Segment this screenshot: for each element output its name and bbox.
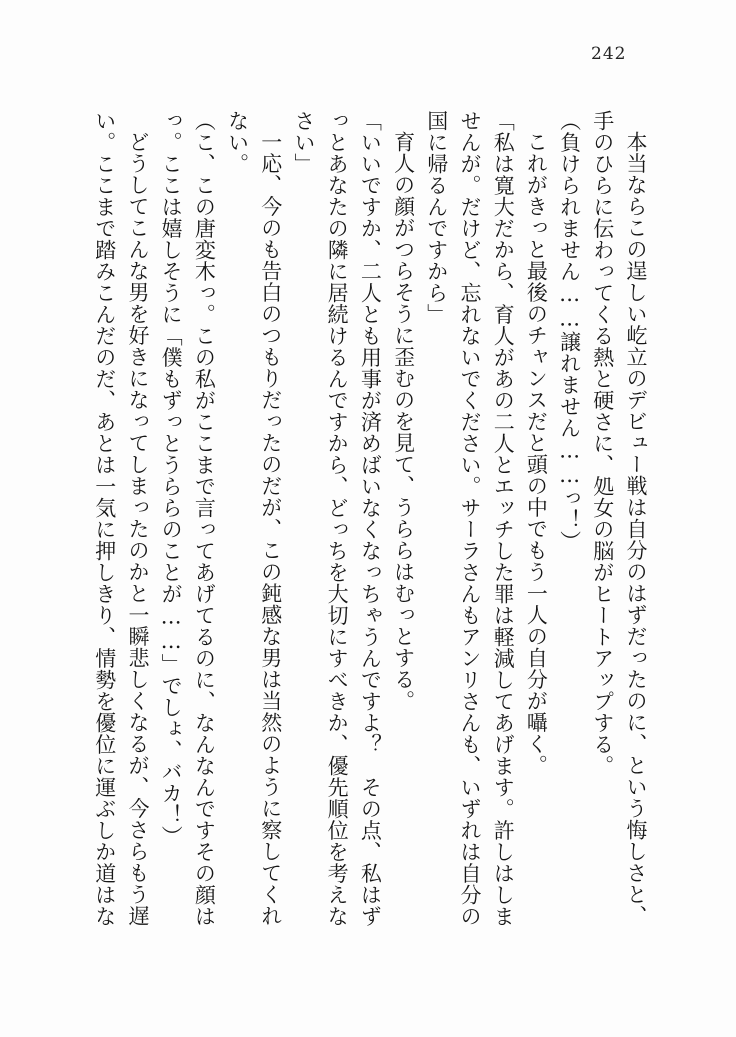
text-line: せんが。だけど、忘れないでください。サーラさんもアンリさんも、いずれは自分の — [457, 110, 482, 927]
text-line: 本当ならこの逞しい屹立のデビュー戦は自分のはずだったのに、という悔しさと、 — [624, 131, 648, 927]
text-line: ない。 — [225, 110, 250, 175]
text-line: 「私は寛大だから、育人があの二人とエッチした罪は軽減してあげます。許しはしま — [491, 110, 516, 927]
page-text — [86, 110, 652, 966]
text-line: っ。ここは嬉しそうに「僕もずっとうららのことが……」でしょ、バカ！） — [159, 110, 184, 847]
text-line: っとあなたの隣に居続けるんですから、どっちを大切にすべきか、優先順位を考えな — [325, 110, 350, 927]
text-line: 一応、今のも告白のつもりだったのだが、この鈍感な男は当然のように察してくれ — [258, 131, 283, 927]
text-line: どうしてこんな男を好きになってしまったのかと一瞬悲しくなるが、今さらもう遅 — [125, 131, 150, 927]
text-line: （こ、この唐変木っ。この私がここまで言ってあげてるのに、なんなんですその顔は — [192, 110, 217, 927]
page-number: 242 — [591, 44, 627, 64]
text-line: い。ここまで踏みこんだのだ、あとは一気に押しきり、情勢を優位に運ぶしか道はな — [92, 110, 117, 927]
text-line: 育人の顔がつらそうに歪むのを見て、うららはむっとする。 — [391, 131, 416, 712]
text-line: さい」 — [291, 110, 316, 175]
text-line: これがきっと最後のチャンスだと頭の中でもう一人の自分が囁く。 — [524, 131, 549, 776]
text-line: 「いいですか、二人とも用事が済めばいなくなっちゃうんですよ？ その点、私はず — [358, 110, 383, 927]
text-line: 手のひらに伝わってくる熱と硬さに、処女の脳がヒートアップする。 — [590, 110, 615, 777]
text-line: （負けられません……譲れません……っ！） — [557, 110, 582, 552]
text-line: 国に帰るんですから」 — [424, 110, 449, 325]
